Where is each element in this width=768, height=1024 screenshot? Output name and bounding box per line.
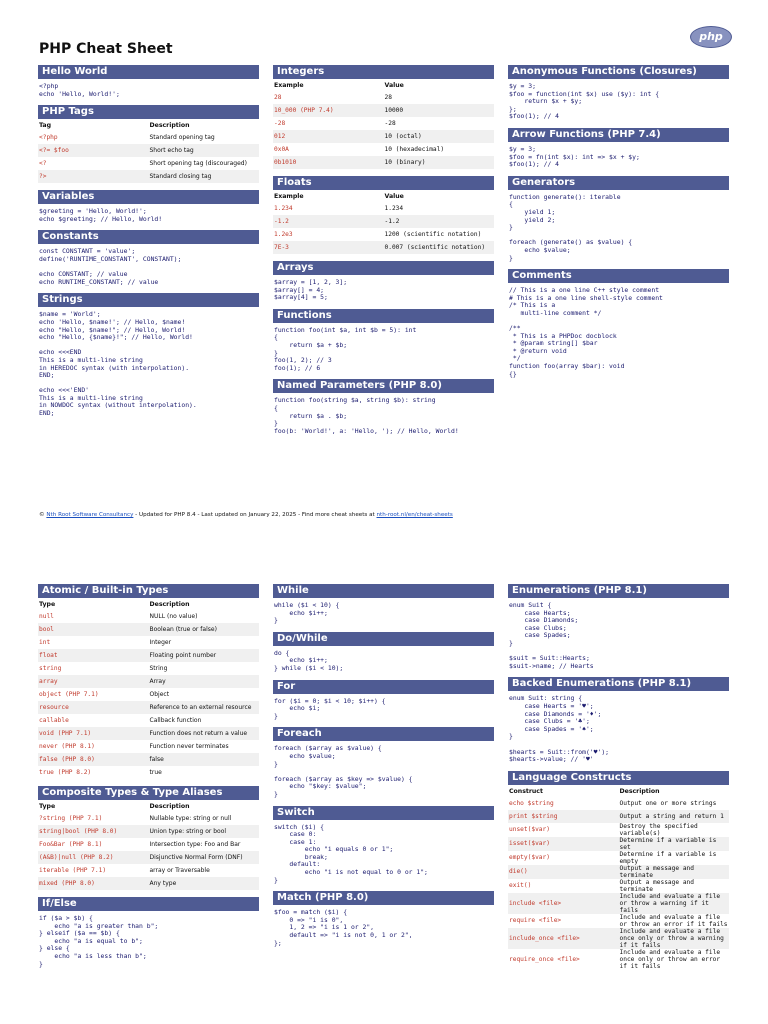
section-header: While bbox=[273, 584, 494, 598]
section-php-tags bbox=[38, 105, 259, 183]
table-cell-key: require_once <file> bbox=[509, 955, 580, 963]
table-row bbox=[38, 649, 259, 662]
code-block: foreach ($array as $value) { echo $value; } foreach ($array as $key => $value) { echo "$key: $value"; } bbox=[274, 744, 413, 798]
section-header: Enumerations (PHP 8.1) bbox=[508, 584, 729, 598]
table-cell-value: String bbox=[149, 665, 168, 672]
table-cell-value: Any type bbox=[149, 877, 260, 890]
section-header: Anonymous Functions (Closures) bbox=[508, 65, 729, 79]
table-cell-value: Standard opening tag bbox=[149, 134, 215, 142]
table-row bbox=[508, 893, 729, 914]
section-header: Integers bbox=[273, 65, 494, 79]
section-header: Strings bbox=[38, 293, 259, 307]
section-header: Arrays bbox=[273, 261, 494, 275]
column-1 bbox=[38, 65, 259, 425]
code-block: $array = [1, 2, 3]; $array[] = 4; $array[4] = 5; bbox=[274, 278, 348, 302]
table-cell-key: 1.234 bbox=[274, 205, 293, 212]
data-table bbox=[273, 80, 494, 169]
table-cell-key: <?php bbox=[39, 134, 58, 142]
data-table bbox=[38, 599, 259, 779]
table-header-cell: Type bbox=[39, 601, 56, 608]
table-row bbox=[38, 740, 259, 753]
table-cell-key: float bbox=[38, 649, 149, 662]
code-block: // This is a one line C++ style comment # This is a one line shell-style comment /* This is a multi-line comment */ /** * This is a PHPDoc docblock * @param string[] $bar * @return void */ function foo(array $bar): void {} bbox=[509, 286, 663, 378]
table-cell-key: require <file> bbox=[509, 917, 562, 925]
table-row bbox=[273, 117, 494, 130]
table-cell-value: false bbox=[149, 753, 260, 766]
section-header: Variables bbox=[38, 190, 259, 204]
code-block: $foo = match ($i) { 0 => "i is 0", 1, 2 => "i is 1 or 2", default => "i is not 0, 1 or 2", }; bbox=[274, 908, 413, 947]
table-cell-key: unset($var) bbox=[509, 826, 550, 834]
table-cell-key: array bbox=[38, 675, 149, 688]
table-row bbox=[38, 825, 259, 838]
section-header: Floats bbox=[273, 176, 494, 190]
table-cell-value: Array bbox=[149, 675, 260, 688]
table-cell-value: Include and evaluate a file or throw an error if it fails bbox=[619, 913, 728, 928]
table-row bbox=[273, 202, 494, 215]
table-header-cell: Tag bbox=[39, 122, 52, 130]
code-block: function generate(): iterable { yield 1; yield 2; } foreach (generate() as $value) { echo $value; } bbox=[509, 192, 633, 262]
section-hello-world bbox=[38, 65, 259, 98]
table-cell-key: void (PHP 7.1) bbox=[38, 727, 149, 740]
section-anonymous-functions bbox=[508, 65, 729, 121]
table-cell-value: Short echo tag bbox=[149, 144, 260, 157]
table-cell-value: 10000 bbox=[384, 104, 495, 117]
code-block: switch ($i) { case 0: case 1: echo "i equals 0 or 1"; break; default: echo "i is not equal to 0 or 1"; } bbox=[274, 822, 428, 884]
table-row bbox=[38, 812, 259, 825]
table-cell-value: Floating point number bbox=[149, 649, 260, 662]
table-row bbox=[508, 837, 729, 851]
table-row bbox=[38, 838, 259, 851]
table-cell-key: true (PHP 8.2) bbox=[39, 769, 92, 776]
table-cell-key: <? bbox=[39, 160, 47, 168]
table-row bbox=[273, 143, 494, 156]
code-block: $name = 'World'; echo 'Hello, $name!'; // Hello, $name! echo "Hello, $name!"; // Hello, World! echo "Hello, {$name}!"; // Hello, World! echo <<<END This is a multi-line string in HEREDOC syntax (with interpolation). END; echo <<<'END' This is a multi-line string in NOWDOC syntax (without interpolation). END; bbox=[39, 310, 197, 418]
table-cell-value: 10 (binary) bbox=[384, 156, 495, 169]
table-cell-key: 1.2e3 bbox=[274, 231, 293, 238]
table-row bbox=[508, 928, 729, 949]
table-cell-value: Output a message and terminate bbox=[619, 865, 730, 879]
table-cell-key: bool bbox=[38, 623, 149, 636]
table-cell-key: include_once <file> bbox=[508, 928, 619, 949]
table-header-cell: Example bbox=[274, 82, 304, 89]
table-cell-value: 10 (octal) bbox=[384, 130, 495, 143]
section-header: Hello World bbox=[38, 65, 259, 79]
section-named-parameters bbox=[273, 379, 494, 435]
table-cell-key: null bbox=[39, 613, 54, 620]
table-row bbox=[38, 714, 259, 727]
table-cell-key: 0x0A bbox=[274, 146, 289, 153]
code-block: if ($a > $b) { echo "a is greater than b"; } elseif ($a == $b) { echo "a is equal to b"; } else { echo "a is less than b"; } bbox=[39, 914, 159, 968]
section-header: Atomic / Built-in Types bbox=[38, 584, 259, 598]
table-cell-value: Function never terminates bbox=[149, 743, 229, 750]
table-cell-value: Standard closing tag bbox=[149, 170, 260, 183]
table-row bbox=[38, 688, 259, 701]
table-row bbox=[508, 810, 729, 823]
code-block: while ($i < 10) { echo $i++; } bbox=[274, 601, 340, 625]
table-row bbox=[38, 170, 259, 183]
section-while bbox=[273, 584, 494, 625]
section-match bbox=[273, 891, 494, 947]
page-title: PHP Cheat Sheet bbox=[39, 41, 173, 57]
table-header-cell: Description bbox=[149, 122, 190, 130]
table-cell-key: -1.2 bbox=[273, 215, 384, 228]
php-logo: php bbox=[690, 26, 732, 48]
table-cell-value: Include and evaluate a file once only or throw an error if it fails bbox=[619, 948, 721, 970]
section-foreach bbox=[273, 727, 494, 798]
table-cell-key: int bbox=[39, 639, 51, 646]
section-strings bbox=[38, 293, 259, 417]
table-cell-value: Include and evaluate a file or throw a warning if it fails bbox=[619, 893, 730, 914]
table-row bbox=[38, 610, 259, 623]
section-header: Backed Enumerations (PHP 8.1) bbox=[508, 677, 729, 691]
table-row bbox=[38, 864, 259, 877]
section-header: Composite Types & Type Aliases bbox=[38, 786, 259, 800]
table-row bbox=[38, 766, 259, 779]
code-block: do { echo $i++; } while ($i < 10); bbox=[274, 648, 344, 672]
table-cell-value: Intersection type: Foo and Bar bbox=[149, 841, 241, 848]
code-block: <?php echo 'Hello, World!'; bbox=[39, 82, 120, 98]
section-functions bbox=[273, 309, 494, 373]
footer-cheatsheets-link[interactable]: nth-root.nl/en/cheat-sheets bbox=[376, 512, 453, 518]
table-cell-value: Nullable type: string or null bbox=[149, 815, 232, 822]
table-cell-value: 10 (hexadecimal) bbox=[384, 146, 445, 153]
table-cell-key: Foo&Bar (PHP 8.1) bbox=[39, 841, 103, 848]
code-block: $greeting = 'Hello, World!'; echo $greeting; // Hello, World! bbox=[39, 207, 163, 223]
code-block: enum Suit { case Hearts; case Diamonds; case Clubs; case Spades; } $suit = Suit::Hearts; $suit->name; // Hearts bbox=[509, 601, 594, 670]
table-cell-value: Output a string and return 1 bbox=[619, 810, 730, 823]
column-6 bbox=[508, 584, 729, 977]
table-cell-key: mixed (PHP 8.0) bbox=[38, 877, 149, 890]
table-row bbox=[38, 851, 259, 864]
table-cell-value: Object bbox=[149, 691, 170, 698]
table-cell-value: 1200 (scientific notation) bbox=[384, 231, 482, 238]
table-row bbox=[38, 623, 259, 636]
table-row bbox=[508, 879, 729, 893]
table-cell-key: 7E-3 bbox=[273, 241, 384, 254]
table-cell-key: callable bbox=[39, 717, 69, 724]
section-if-else bbox=[38, 897, 259, 968]
table-row bbox=[508, 865, 729, 879]
table-cell-value: Callback function bbox=[149, 717, 202, 724]
table-cell-key: 10_000 (PHP 7.4) bbox=[273, 104, 384, 117]
table-cell-value: 0.007 (scientific notation) bbox=[384, 241, 495, 254]
table-header-cell: Type bbox=[39, 803, 56, 810]
section-constants bbox=[38, 230, 259, 286]
column-4 bbox=[38, 584, 259, 975]
data-table bbox=[38, 801, 259, 890]
table-row bbox=[508, 914, 729, 928]
table-row bbox=[38, 662, 259, 675]
section-do-while bbox=[273, 632, 494, 673]
table-cell-key: object (PHP 7.1) bbox=[39, 691, 99, 698]
table-cell-key: die() bbox=[508, 865, 619, 879]
table-cell-value: Function does not return a value bbox=[149, 727, 260, 740]
column-2 bbox=[273, 65, 494, 442]
table-row bbox=[508, 851, 729, 865]
table-row bbox=[508, 823, 729, 837]
table-cell-value: Boolean (true or false) bbox=[149, 623, 260, 636]
section-generators bbox=[508, 176, 729, 262]
section-header: Generators bbox=[508, 176, 729, 190]
code-block: $y = 3; $foo = fn(int $x): int => $x + $y; $foo(1); // 4 bbox=[509, 144, 640, 169]
table-cell-key: iterable (PHP 7.1) bbox=[39, 867, 107, 874]
table-cell-value: 28 bbox=[384, 94, 392, 101]
table-row bbox=[273, 104, 494, 117]
section-variables bbox=[38, 190, 259, 223]
section-arrays bbox=[273, 261, 494, 302]
table-header-cell: Description bbox=[619, 787, 660, 795]
section-header: For bbox=[273, 680, 494, 694]
section-for bbox=[273, 680, 494, 721]
table-cell-key: empty($var) bbox=[509, 854, 550, 862]
table-header-cell: Description bbox=[149, 601, 190, 608]
table-cell-value: Include and evaluate a file once only or throw a warning if it fails bbox=[619, 928, 730, 949]
table-cell-value: NULL (no value) bbox=[149, 613, 198, 620]
table-cell-value: Disjunctive Normal Form (DNF) bbox=[149, 851, 260, 864]
section-atomic-types bbox=[38, 584, 259, 779]
table-row bbox=[38, 144, 259, 157]
footer-text: - Updated for PHP 8.4 - Last updated on January 22, 2025 - Find more cheat sheets at bbox=[133, 512, 377, 518]
table-header-cell: Value bbox=[384, 193, 404, 200]
table-cell-key: 012 bbox=[273, 130, 384, 143]
code-block: const CONSTANT = 'value'; define('RUNTIME_CONSTANT', CONSTANT); echo CONSTANT; // value echo RUNTIME_CONSTANT; // value bbox=[39, 247, 182, 286]
code-block: for ($i = 0; $i < 10; $i++) { echo $i; } bbox=[274, 696, 386, 720]
table-header-cell: Description bbox=[149, 803, 190, 810]
table-row bbox=[273, 241, 494, 254]
footer-copyright: © bbox=[39, 512, 47, 518]
table-cell-key: never (PHP 8.1) bbox=[39, 743, 95, 750]
table-cell-key: <?= $foo bbox=[38, 144, 149, 157]
section-header: Arrow Functions (PHP 7.4) bbox=[508, 128, 729, 142]
table-cell-value: Output a message and terminate bbox=[619, 878, 695, 893]
table-row bbox=[38, 753, 259, 766]
table-row bbox=[508, 949, 729, 970]
data-table bbox=[273, 191, 494, 254]
section-backed-enumerations bbox=[508, 677, 729, 763]
table-row bbox=[38, 701, 259, 714]
section-composite-types bbox=[38, 786, 259, 890]
table-header-cell: Example bbox=[274, 193, 304, 200]
table-header-cell: Value bbox=[384, 82, 404, 89]
table-header-cell: Construct bbox=[509, 787, 543, 795]
code-block: enum Suit: string { case Hearts = '♥'; case Diamonds = '♦'; case Clubs = '♣'; case Spades = '♠'; } $hearts = Suit::from('♥'); $hearts->value; // '♥' bbox=[509, 694, 610, 764]
column-3 bbox=[508, 65, 729, 385]
table-cell-value: 1.234 bbox=[384, 205, 404, 212]
table-cell-value: Reference to an external resource bbox=[149, 701, 260, 714]
section-floats bbox=[273, 176, 494, 254]
table-cell-key: -28 bbox=[274, 120, 286, 127]
section-header: Comments bbox=[508, 269, 729, 283]
table-cell-value: true bbox=[149, 769, 162, 776]
table-cell-key: include <file> bbox=[508, 893, 619, 914]
table-cell-value: Output one or more strings bbox=[619, 799, 717, 807]
table-row bbox=[38, 675, 259, 688]
table-row bbox=[38, 131, 259, 144]
table-cell-key: ?> bbox=[38, 170, 149, 183]
code-block: function foo(string $a, string $b): string { return $a . $b; } foo(b: 'World!', a: 'Hello, '); // Hello, World! bbox=[274, 396, 459, 435]
code-block: function foo(int $a, int $b = 5): int { return $a + $b; } foo(1, 2); // 3 foo(1); // 6 bbox=[274, 325, 417, 372]
table-cell-key: isset($var) bbox=[508, 837, 619, 851]
section-switch bbox=[273, 806, 494, 885]
footer-company-link[interactable]: Nth Root Software Consultancy bbox=[46, 512, 134, 518]
table-cell-key: 28 bbox=[274, 94, 282, 101]
section-integers bbox=[273, 65, 494, 169]
table-cell-key: string|bool (PHP 8.0) bbox=[38, 825, 149, 838]
table-row bbox=[38, 727, 259, 740]
table-row bbox=[273, 91, 494, 104]
section-header: Functions bbox=[273, 309, 494, 323]
table-row bbox=[273, 156, 494, 169]
table-row bbox=[273, 228, 494, 241]
table-row bbox=[38, 157, 259, 170]
table-cell-key: print $string bbox=[508, 810, 619, 823]
section-arrow-functions bbox=[508, 128, 729, 169]
section-header: Switch bbox=[273, 806, 494, 820]
table-row bbox=[508, 797, 729, 810]
code-block: $y = 3; $foo = function(int $x) use ($y): int { return $x + $y; }; $foo(1); // 4 bbox=[509, 82, 660, 121]
table-cell-value: Determine if a variable is set bbox=[619, 837, 730, 851]
table-cell-value: array or Traversable bbox=[149, 867, 210, 874]
table-cell-value: -1.2 bbox=[384, 215, 495, 228]
table-cell-key: false (PHP 8.0) bbox=[38, 753, 149, 766]
section-header: Constants bbox=[38, 230, 259, 244]
table-cell-value: Determine if a variable is empty bbox=[619, 850, 717, 865]
column-5 bbox=[273, 584, 494, 954]
table-cell-key: 0b1010 bbox=[273, 156, 384, 169]
section-header: If/Else bbox=[38, 897, 259, 911]
section-header: Match (PHP 8.0) bbox=[273, 891, 494, 905]
table-cell-key: string bbox=[39, 665, 62, 672]
table-cell-value: Destroy the specified variable(s) bbox=[619, 822, 698, 837]
table-row bbox=[38, 877, 259, 890]
table-cell-value: Short opening tag (discouraged) bbox=[149, 160, 247, 168]
data-table bbox=[38, 120, 259, 183]
table-row bbox=[273, 130, 494, 143]
section-comments bbox=[508, 269, 729, 378]
table-row bbox=[273, 215, 494, 228]
section-language-constructs bbox=[508, 771, 729, 970]
table-cell-key: resource bbox=[38, 701, 149, 714]
section-header: Language Constructs bbox=[508, 771, 729, 785]
table-cell-key: (A&B)|null (PHP 8.2) bbox=[38, 851, 149, 864]
section-header: Do/While bbox=[273, 632, 494, 646]
table-cell-value: Integer bbox=[149, 639, 172, 646]
table-row bbox=[38, 636, 259, 649]
table-cell-key: ?string (PHP 7.1) bbox=[39, 815, 103, 822]
section-enumerations bbox=[508, 584, 729, 670]
section-header: PHP Tags bbox=[38, 105, 259, 119]
section-header: Named Parameters (PHP 8.0) bbox=[273, 379, 494, 393]
footer bbox=[39, 512, 453, 518]
data-table bbox=[508, 786, 729, 970]
table-cell-value: -28 bbox=[384, 120, 396, 127]
table-cell-key: echo $string bbox=[509, 799, 554, 807]
section-header: Foreach bbox=[273, 727, 494, 741]
table-cell-key: exit() bbox=[509, 882, 532, 890]
table-cell-value: Union type: string or bool bbox=[149, 825, 260, 838]
